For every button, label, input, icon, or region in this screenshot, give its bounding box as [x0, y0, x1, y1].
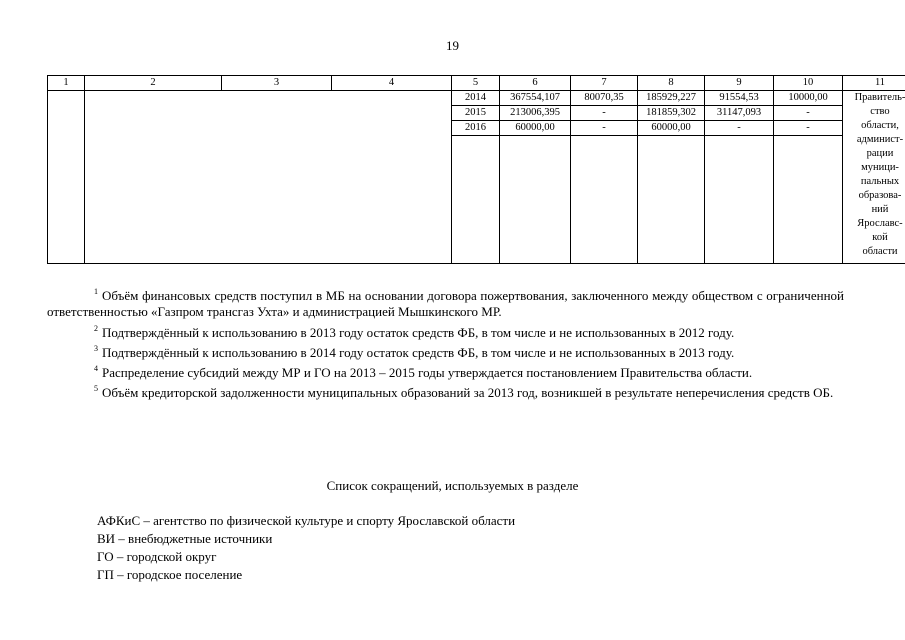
value-cell: 367554,107	[500, 91, 571, 106]
footnotes	[47, 284, 844, 402]
table-header-row	[48, 76, 905, 91]
executor-line: рации	[866, 148, 894, 159]
footnote-text: Подтверждённый к использованию в 2014 году остаток средств ФБ, в том числе и не использованных в 2013 году.	[102, 344, 735, 360]
table-row	[48, 91, 905, 106]
header-cell: 3	[222, 76, 332, 91]
value-cell: 60000,00	[500, 121, 571, 136]
executor-line: пальных	[860, 176, 900, 187]
merged-description-cell	[85, 91, 452, 264]
year-cell: 2014	[452, 91, 500, 106]
footnote	[47, 361, 844, 381]
empty-cell	[571, 136, 638, 264]
header-cell: 5	[452, 76, 500, 91]
empty-cell	[500, 136, 571, 264]
footnote	[47, 321, 844, 341]
empty-cell	[774, 136, 843, 264]
year-cell: 2015	[452, 106, 500, 121]
executor-line: Правитель-	[854, 92, 905, 103]
executor-line: муници-	[861, 162, 899, 173]
executor-line: админист-	[856, 134, 904, 145]
value-cell: 80070,35	[571, 91, 638, 106]
value-cell: 91554,53	[705, 91, 774, 106]
value-cell: -	[705, 121, 774, 136]
executor-line: Ярославс-	[857, 218, 903, 229]
footnote-text: Объём финансовых средств поступил в МБ на основании договора пожертвования, заключенного между обществом с ограниченной ответственностью «Газпром трансгаз Ухта» и администрацией Мышкинского МР.	[47, 288, 844, 320]
page-number: 19	[446, 38, 459, 53]
empty-cell	[452, 136, 500, 264]
footnote	[47, 284, 844, 321]
abbreviation-item: ГП – городское поселение	[97, 567, 243, 582]
footnote-text: Распределение субсидий между МР и ГО на 2013 – 2015 годы утверждается постановлением Правительства области.	[102, 365, 753, 381]
value-cell: -	[774, 106, 843, 121]
header-cell: 8	[638, 76, 705, 91]
executor-cell	[843, 91, 905, 264]
header-cell: 7	[571, 76, 638, 91]
footnote	[47, 381, 844, 401]
executor-line: ний	[871, 204, 889, 215]
value-cell: 31147,093	[705, 106, 774, 121]
executor-line: ство	[870, 106, 890, 117]
footnote-number: 2	[94, 323, 98, 333]
abbreviation-item: ВИ – внебюджетные источники	[97, 531, 273, 546]
footnote-text: Объём кредиторской задолженности муниципальных образований за 2013 год, возникшей в результате неперечисления средств ОБ.	[102, 385, 834, 401]
footnote-text: Подтверждённый к использованию в 2013 году остаток средств ФБ, в том числе и не использованных в 2012 году.	[102, 324, 735, 340]
empty-cell	[705, 136, 774, 264]
value-cell: -	[571, 121, 638, 136]
executor-line: области	[862, 246, 898, 257]
executor-line: области,	[861, 120, 899, 131]
value-cell: 10000,00	[774, 91, 843, 106]
value-cell: -	[571, 106, 638, 121]
executor-line: кой	[872, 232, 888, 243]
year-cell: 2016	[452, 121, 500, 136]
col1-cell	[48, 91, 85, 264]
value-cell: 181859,302	[638, 106, 705, 121]
abbreviations-title: Список сокращений, используемых в разделе	[326, 478, 579, 493]
header-cell: 2	[85, 76, 222, 91]
abbreviation-item: АФКиС – агентство по физической культуре и спорту Ярославской области	[97, 513, 516, 528]
value-cell: 185929,227	[638, 91, 705, 106]
value-cell: 213006,395	[500, 106, 571, 121]
header-cell: 9	[705, 76, 774, 91]
footnote-number: 1	[94, 287, 98, 296]
header-cell: 4	[332, 76, 452, 91]
budget-table	[47, 75, 905, 264]
abbreviations-list	[97, 512, 515, 584]
footnote-number: 3	[94, 343, 98, 353]
empty-cell	[638, 136, 705, 264]
header-cell: 11	[843, 76, 905, 91]
executor-line: образова-	[858, 190, 902, 201]
header-cell: 6	[500, 76, 571, 91]
value-cell: 60000,00	[638, 121, 705, 136]
value-cell: -	[774, 121, 843, 136]
footnote-number: 4	[94, 364, 98, 374]
footnote	[47, 341, 844, 361]
footnote-number: 5	[94, 384, 98, 394]
header-cell: 1	[48, 76, 85, 91]
header-cell: 10	[774, 76, 843, 91]
abbreviation-item: ГО – городской округ	[97, 549, 217, 564]
